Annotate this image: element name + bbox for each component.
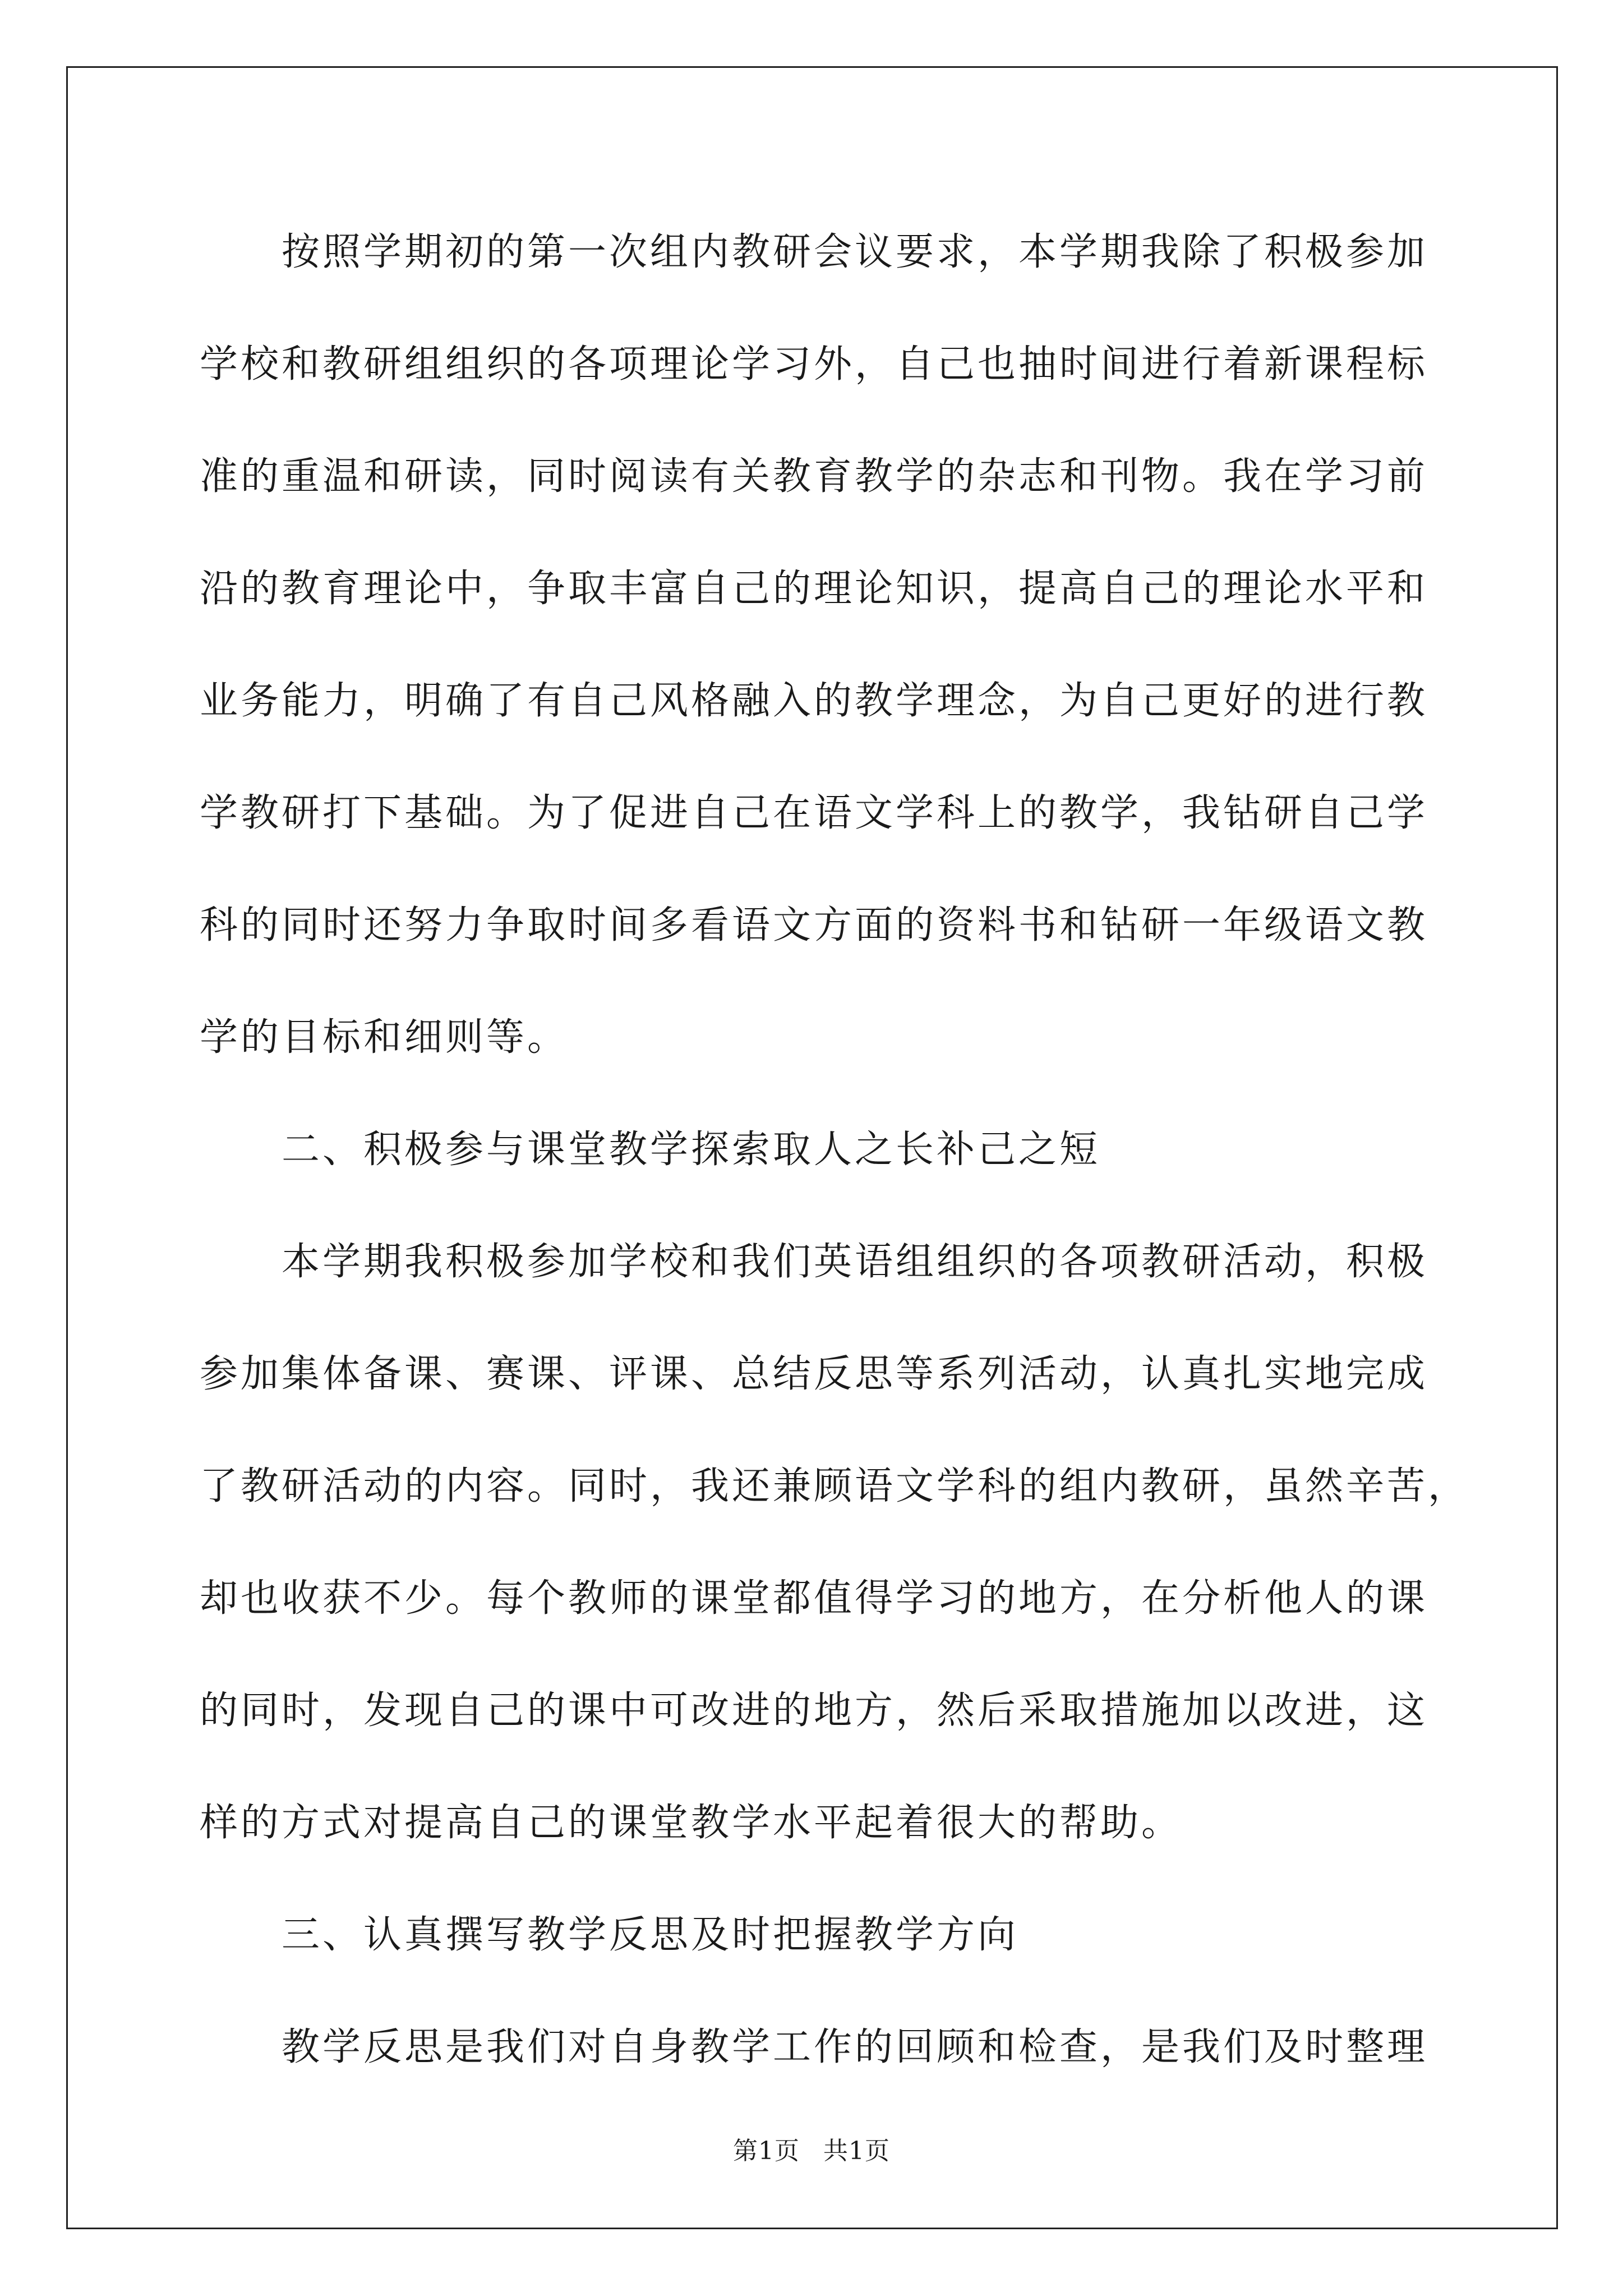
paragraph-line: 教学反思是我们对自身教学工作的回顾和检查，是我们及时整理	[282, 2025, 1428, 2069]
page-footer	[0, 2131, 1623, 2166]
paragraph-line: 参加集体备课、赛课、评课、总结反思等系列活动，认真扎实地完成	[200, 1352, 1428, 1396]
page-number: 第1页	[733, 2137, 800, 2165]
paragraph-line: 学校和教研组组织的各项理论学习外，自己也抽时间进行着新课程标	[200, 342, 1428, 386]
paragraph-line: 准的重温和研读，同时阅读有关教育教学的杂志和刊物。我在学习前	[200, 454, 1428, 499]
paragraph-line: 科的同时还努力争取时间多看语文方面的资料书和钻研一年级语文教	[200, 903, 1428, 947]
paragraph-line: 业务能力，明确了有自己风格融入的教学理念，为自己更好的进行教	[200, 679, 1428, 723]
paragraph-line: 沿的教育理论中，争取丰富自己的理论知识，提高自己的理论水平和	[200, 567, 1428, 611]
section-heading: 三、认真撰写教学反思及时把握教学方向	[282, 1913, 1019, 1957]
paragraph-line: 却也收获不少。每个教师的课堂都值得学习的地方，在分析他人的课	[200, 1576, 1428, 1621]
page-total: 共1页	[823, 2137, 890, 2165]
document-body	[200, 219, 1469, 2126]
paragraph-line: 本学期我积极参加学校和我们英语组组织的各项教研活动，积极	[282, 1240, 1428, 1284]
paragraph-line: 学教研打下基础。为了促进自己在语文学科上的教学，我钻研自己学	[200, 791, 1428, 835]
section-heading: 二、积极参与课堂教学探索取人之长补己之短	[282, 1128, 1101, 1172]
paragraph-line: 了教研活动的内容。同时，我还兼顾语文学科的组内教研，虽然辛苦，	[200, 1464, 1469, 1508]
paragraph-line: 学的目标和细则等。	[200, 1015, 569, 1060]
paragraph-line: 的同时，发现自己的课中可改进的地方，然后采取措施加以改进，这	[200, 1688, 1428, 1733]
paragraph-line: 按照学期初的第一次组内教研会议要求，本学期我除了积极参加	[282, 230, 1428, 274]
paragraph-line: 样的方式对提高自己的课堂教学水平起着很大的帮助。	[200, 1801, 1183, 1845]
